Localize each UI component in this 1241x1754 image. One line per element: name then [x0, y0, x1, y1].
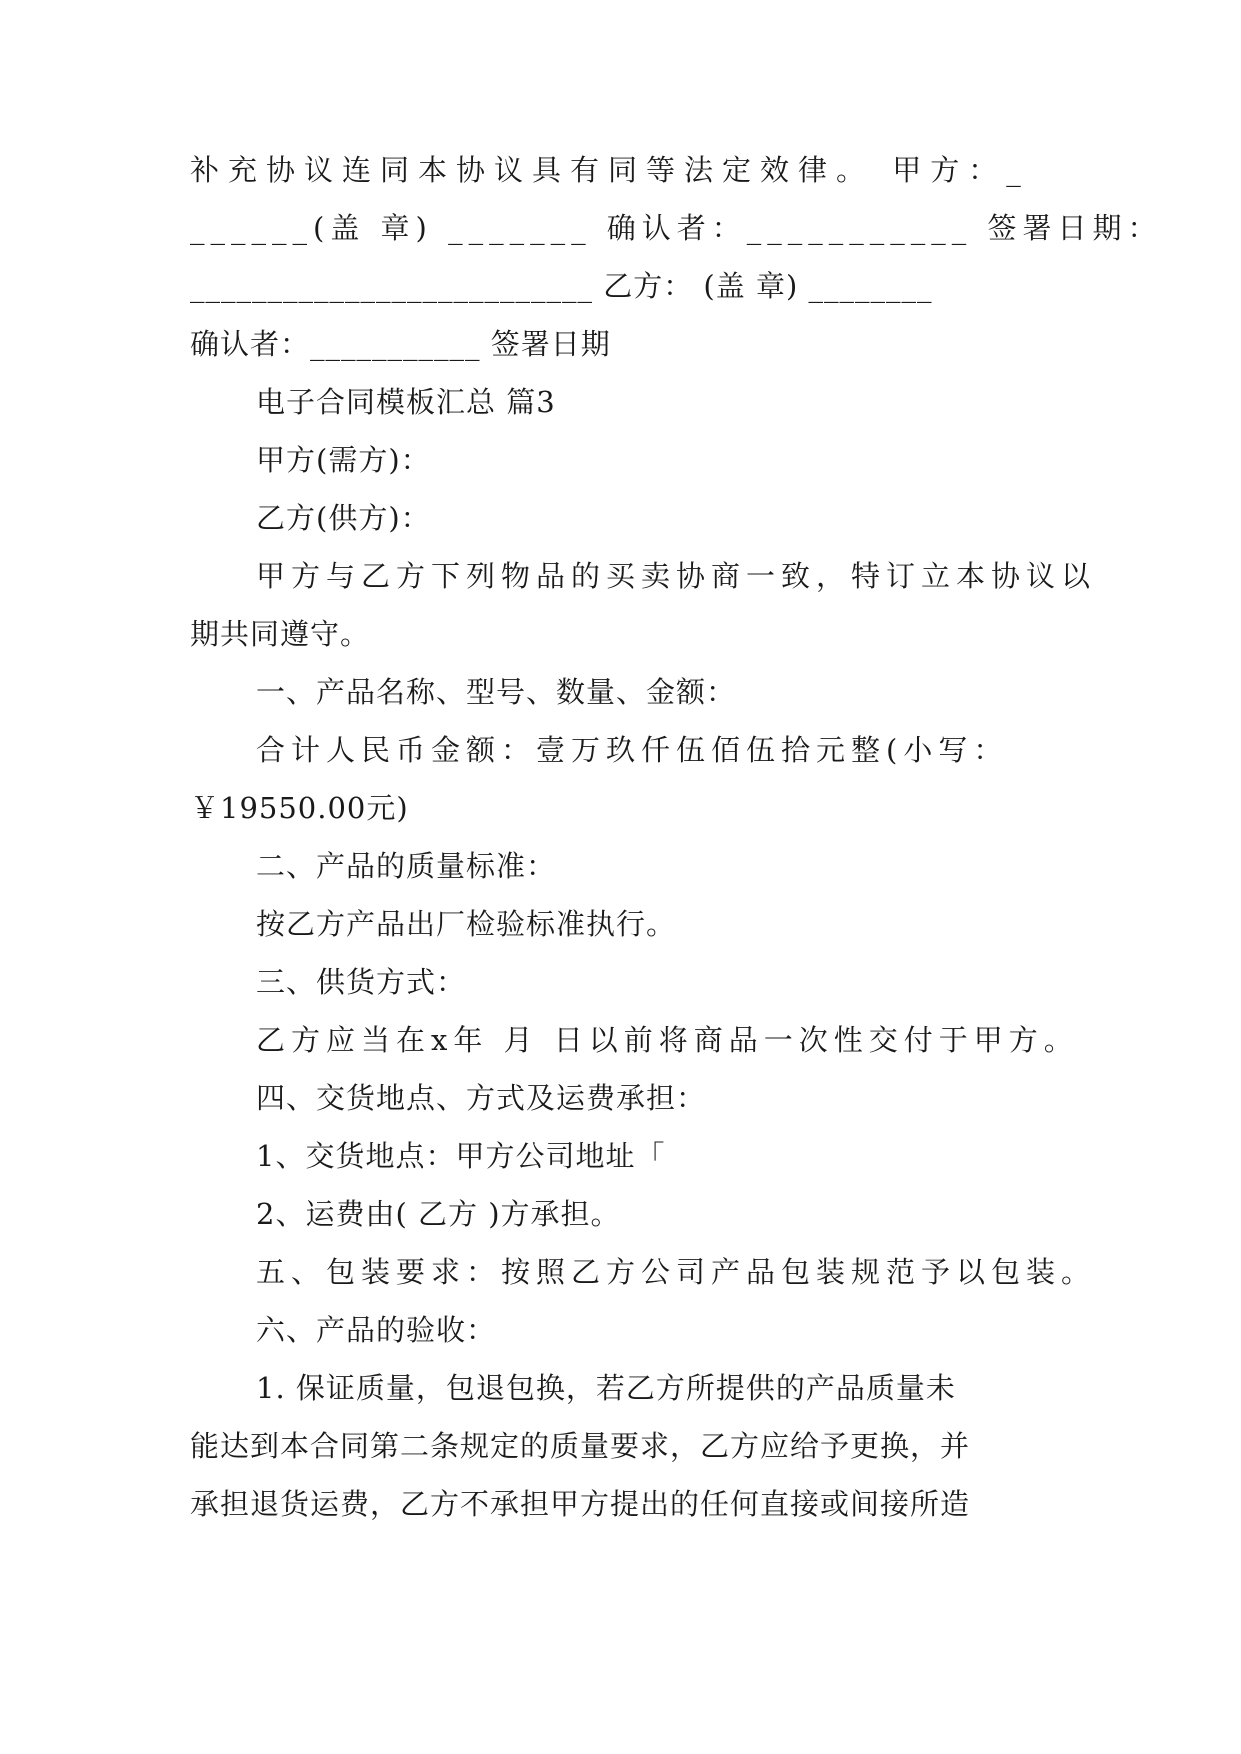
text-line: 乙方(供方)：: [256, 501, 431, 535]
text-line: ￥19550.00元): [190, 791, 409, 825]
text-line: 2、运费由( 乙方 )方承担。: [256, 1197, 621, 1231]
text-line: 一、产品名称、型号、数量、金额：: [256, 675, 737, 709]
text-line: 四、交货地点、方式及运费承担：: [256, 1081, 707, 1115]
text-line: __________________________ 乙方： (盖 章) ________: [190, 269, 933, 303]
text-line: 能达到本合同第二条规定的质量要求，乙方应给予更换，并: [190, 1429, 971, 1463]
text-line: 承担退货运费，乙方不承担甲方提出的任何直接或间接所造: [190, 1487, 971, 1521]
text-line: 1、交货地点：甲方公司地址「: [256, 1139, 666, 1173]
text-line: 五、包装要求：按照乙方公司产品包装规范予以包装。: [256, 1255, 1097, 1289]
text-line: 三、供货方式：: [256, 965, 467, 999]
text-line: 甲方与乙方下列物品的买卖协商一致，特订立本协议以: [256, 559, 1097, 593]
text-line: 1. 保证质量，包退包换，若乙方所提供的产品质量未: [256, 1371, 956, 1405]
text-line: 期共同遵守。: [190, 617, 371, 651]
text-line: 乙方应当在x年 月 日以前将商品一次性交付于甲方。: [256, 1023, 1079, 1057]
text-line: 按乙方产品出厂检验标准执行。: [256, 907, 677, 941]
text-line: 二、产品的质量标准：: [256, 849, 557, 883]
text-line: ______(盖 章) _______ 确认者：___________ 签署日期：: [190, 211, 1163, 245]
text-line: 合计人民币金额：壹万玖仟伍佰伍拾元整(小写：: [256, 733, 1009, 767]
text-line: 甲方(需方)：: [256, 443, 431, 477]
text-line: 六、产品的验收：: [256, 1313, 497, 1347]
text-line: 补充协议连同本协议具有同等法定效律。 甲方：_: [190, 153, 1030, 187]
text-line: 确认者：___________ 签署日期: [190, 327, 611, 361]
section-heading: 电子合同模板汇总 篇3: [256, 385, 556, 419]
